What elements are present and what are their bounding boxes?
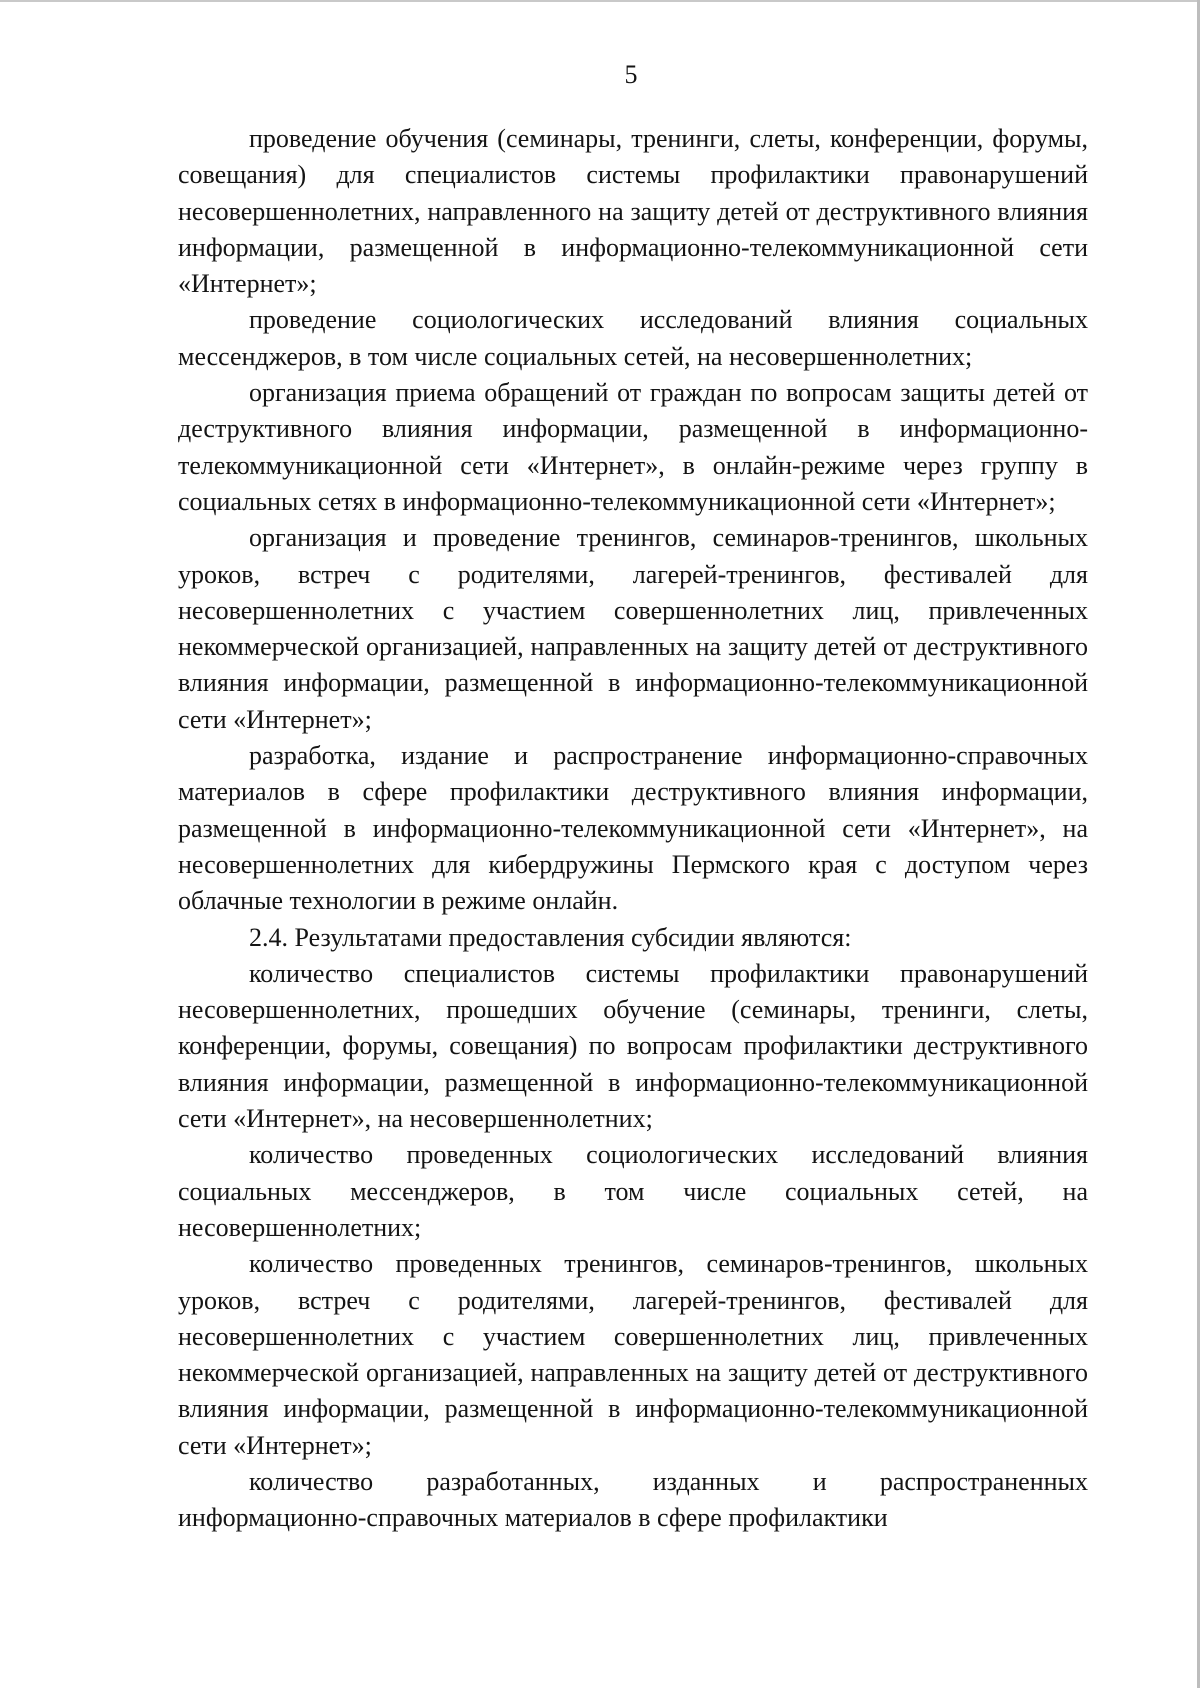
paragraph-result-specialists: количество специалистов системы профилактики правонарушений несовершеннолетних, прошедших обучение (семинары, тренинги, слеты, конференции, форумы, совещания) по вопросам профилактики деструктивного влияния информации, размещенной в информационно-телекоммуникационной сети «Интернет», на несовершеннолетних; bbox=[178, 958, 1088, 1134]
scan-edge-top bbox=[0, 0, 1200, 2]
page-number: 5 bbox=[624, 60, 638, 89]
document-body bbox=[178, 121, 1088, 1537]
paragraph-results-heading: 2.4. Результатами предоставления субсидии являются: bbox=[249, 922, 852, 952]
paragraph-appeals: организация приема обращений от граждан по вопросам защиты детей от деструктивного влияния информации, размещенной в информационно-телекоммуникационной сети «Интернет», в онлайн-режиме через группу в социальных сетях в информационно-телекоммуникационной сети «Интернет»; bbox=[178, 378, 1088, 516]
paragraph-events: организация и проведение тренингов, семинаров-тренингов, школьных уроков, встреч с родителями, лагерей-тренингов, фестивалей для несовершеннолетних с участием совершеннолетних лиц, привлеченных некоммерческой организацией, направленных на защиту детей от деструктивного влияния информации, размещенной в информационно-телекоммуникационной сети «Интернет»; bbox=[178, 523, 1088, 734]
paragraph-materials: разработка, издание и распространение информационно-справочных материалов в сфере профилактики деструктивного влияния информации, размещенной в информационно-телекоммуникационной сети «Интернет», на несовершеннолетних для кибердружины Пермского края с доступом через облачные технологии в режиме онлайн. bbox=[178, 741, 1088, 916]
paragraph-result-research: количество проведенных социологических исследований влияния социальных мессенджеров, в том числе социальных сетей, на несовершеннолетних; bbox=[178, 1140, 1088, 1242]
paragraph-result-events: количество проведенных тренингов, семинаров-тренингов, школьных уроков, встреч с родителями, лагерей-тренингов, фестивалей для несовершеннолетних с участием совершеннолетних лиц, привлеченных некоммерческой организацией, направленных на защиту детей от деструктивного влияния информации, размещенной в информационно-телекоммуникационной сети «Интернет»; bbox=[178, 1249, 1088, 1460]
paragraph-result-materials: количество разработанных, изданных и распространенных информационно-справочных материалов в сфере профилактики bbox=[178, 1466, 1088, 1533]
paragraph-research: проведение социологических исследований влияния социальных мессенджеров, в том числе социальных сетей, на несовершеннолетних; bbox=[178, 305, 1088, 371]
paragraph-training: проведение обучения (семинары, тренинги, слеты, конференции, форумы, совещания) для специалистов системы профилактики правонарушений несовершеннолетних, направленного на защиту детей от деструктивного влияния информации, размещенной в информационно-телекоммуникационной сети «Интернет»; bbox=[178, 124, 1088, 299]
